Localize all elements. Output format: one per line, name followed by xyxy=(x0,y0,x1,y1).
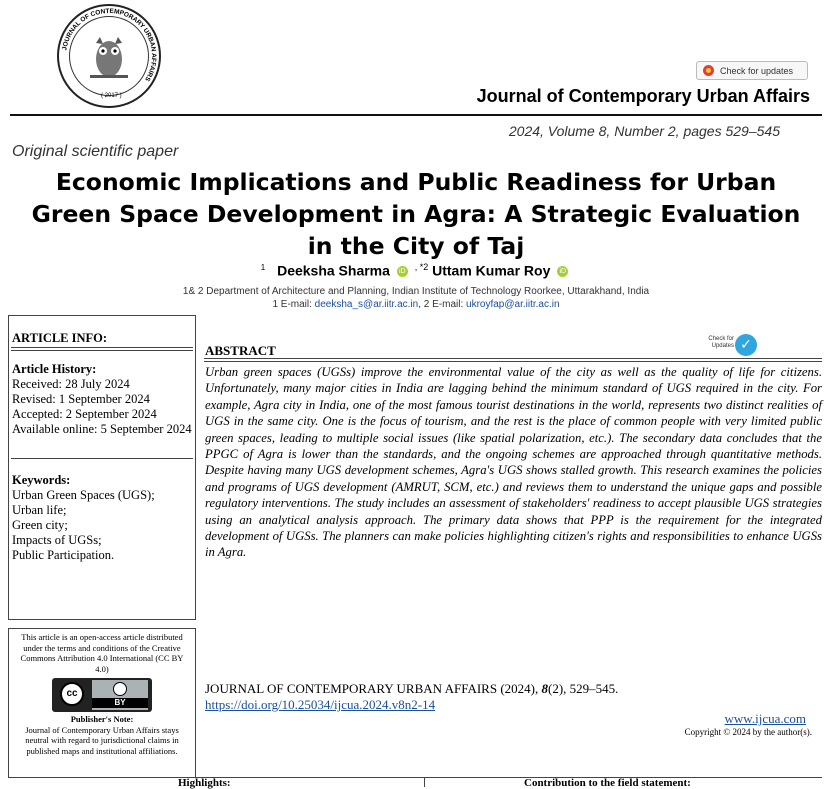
history-online: Available online: 5 September 2024 xyxy=(12,422,192,436)
journal-title: Journal of Contemporary Urban Affairs xyxy=(476,86,810,106)
doi-link[interactable]: https://doi.org/10.25034/ijcua.2024.v8n2-14 xyxy=(205,697,436,712)
abstract-text: Urban green spaces (UGSs) improve the environmental value of the city as well as the quality of life for citizens. Unfortunately, many major cities in India are lagging behind the minimum standard of UGS required in the city. For example, Agra city in India, one of the most famous tourist destinations in the world, represents two distinct realities of UGS in the same city. One is the focus of tourism, and the rest is the place of common people with very limited public green spaces, leading to multiple social issues (like spatial polarization, etc.). The secondary data concludes that the PPGC of Agra is lower than the standards, and the ongoing schemes are approached through quantitative methods. Despite having many UGS development schemes, Agra's UGS shows stalled growth. This research examines the policies and programs of UGS development (AMRUT, SCM, etc.) and reviews them to understand the unique gaps and possible regulatory interventions. The study includes an assessment of stakeholders' readiness to accept plausible UGS strategies using an analytical analysis approach. The primary data shows that PPP is the requirement for the integrated development of UGSs. The planners can make policies highlighting citizen's rights and responsibilities to enhance UGSs in Agra. xyxy=(205,365,822,560)
header-rule xyxy=(10,114,822,116)
keyword-item: Public Participation. xyxy=(12,548,115,562)
license-box xyxy=(8,628,196,778)
history-heading: Article History: xyxy=(12,362,97,376)
title-line-2: Green Space Development in Agra: A Strategic Evaluation xyxy=(31,200,801,228)
info-rule-1 xyxy=(11,347,193,348)
highlights-heading: Highlights: xyxy=(178,777,231,789)
article-info-box xyxy=(8,315,196,620)
journal-logo xyxy=(57,4,161,108)
info-rule-3 xyxy=(11,458,193,459)
citation xyxy=(205,681,618,697)
author2-sup: , *2 xyxy=(414,262,429,272)
author-emails xyxy=(0,299,832,310)
check-for-updates-label: Check for updates xyxy=(720,65,794,76)
license-text: This article is an open-access article distributed under the terms and conditions of the Creative Commons Attribution 4.0 International (CC BY 4.0) xyxy=(20,632,184,674)
footer-rule xyxy=(10,777,822,778)
citation-volume: 8 xyxy=(541,681,548,696)
publisher-note-heading: Publisher's Note: xyxy=(70,714,134,724)
history-accepted: Accepted: 2 September 2024 xyxy=(12,407,157,421)
keyword-item: Urban life; xyxy=(12,503,67,517)
abstract-rule-2 xyxy=(204,361,822,362)
history-received: Received: 28 July 2024 xyxy=(12,377,130,391)
volume-info: 2024, Volume 8, Number 2, pages 529–545 xyxy=(508,123,780,139)
svg-text:JOURNAL OF CONTEMPORARY URBAN: JOURNAL OF CONTEMPORARY URBAN AFFAIRS xyxy=(61,7,158,83)
history-list xyxy=(12,377,194,437)
paper-title xyxy=(0,166,832,262)
title-line-1: Economic Implications and Public Readiness for Urban xyxy=(55,168,777,196)
author2-name[interactable]: Uttam Kumar Roy xyxy=(432,262,551,279)
keyword-item: Impacts of UGSs; xyxy=(12,533,102,547)
keyword-item: Green city; xyxy=(12,518,68,532)
cc-icon: cc xyxy=(60,682,84,706)
person-icon xyxy=(113,682,127,696)
check-for-updates-button[interactable] xyxy=(696,61,808,80)
email2-link[interactable]: ukroyfap@ar.iitr.ac.in xyxy=(466,299,560,310)
article-info-heading: ARTICLE INFO: xyxy=(12,331,108,345)
info-rule-2 xyxy=(11,350,193,351)
affiliation: 1& 2 Department of Architecture and Planning, Indian Institute of Technology Roorkee, Uttarakhand, India xyxy=(182,286,650,297)
paper-type: Original scientific paper xyxy=(12,143,179,160)
checkmark-icon[interactable]: ✓ xyxy=(735,334,757,356)
citation-prefix: JOURNAL OF CONTEMPORARY URBAN AFFAIRS (2024), xyxy=(205,681,542,696)
title-line-3: in the City of Taj xyxy=(307,232,525,260)
citation-suffix: (2), 529–545. xyxy=(547,681,619,696)
keywords-heading: Keywords: xyxy=(12,473,71,487)
history-revised: Revised: 1 September 2024 xyxy=(12,392,150,406)
abstract-rule-1 xyxy=(204,358,822,359)
cc-by-badge[interactable] xyxy=(52,678,152,712)
logo-year: ( 2017 ) xyxy=(101,93,122,99)
orcid-icon[interactable]: iD xyxy=(397,266,408,277)
footer-divider xyxy=(424,777,425,787)
by-icon xyxy=(92,680,148,710)
copyright: Copyright © 2024 by the author(s). xyxy=(684,727,812,737)
orcid-icon[interactable]: iD xyxy=(557,266,568,277)
keyword-item: Urban Green Spaces (UGS); xyxy=(12,488,155,502)
by-label: BY xyxy=(92,698,148,708)
email1-link[interactable]: deeksha_s@ar.iitr.ac.in xyxy=(314,299,419,310)
website-link[interactable]: www.ijcua.com xyxy=(724,711,806,726)
email2-label: , 2 E-mail: xyxy=(418,299,467,310)
keywords-list xyxy=(12,488,155,563)
contribution-heading: Contribution to the field statement: xyxy=(524,777,691,789)
author-line xyxy=(0,262,832,279)
abstract-heading: ABSTRACT xyxy=(205,343,276,358)
check-updates-small[interactable]: Check for Updates xyxy=(708,336,734,349)
email1-label: 1 E-mail: xyxy=(272,299,315,310)
publisher-note: Journal of Contemporary Urban Affairs stays neutral with regard to jurisdictional claims in published maps and institutional affiliations. xyxy=(25,724,179,756)
logo-ring-text xyxy=(59,6,159,106)
crossmark-icon xyxy=(703,65,714,76)
author1-sup: 1 xyxy=(260,263,266,272)
author1-name[interactable]: Deeksha Sharma xyxy=(277,262,390,279)
